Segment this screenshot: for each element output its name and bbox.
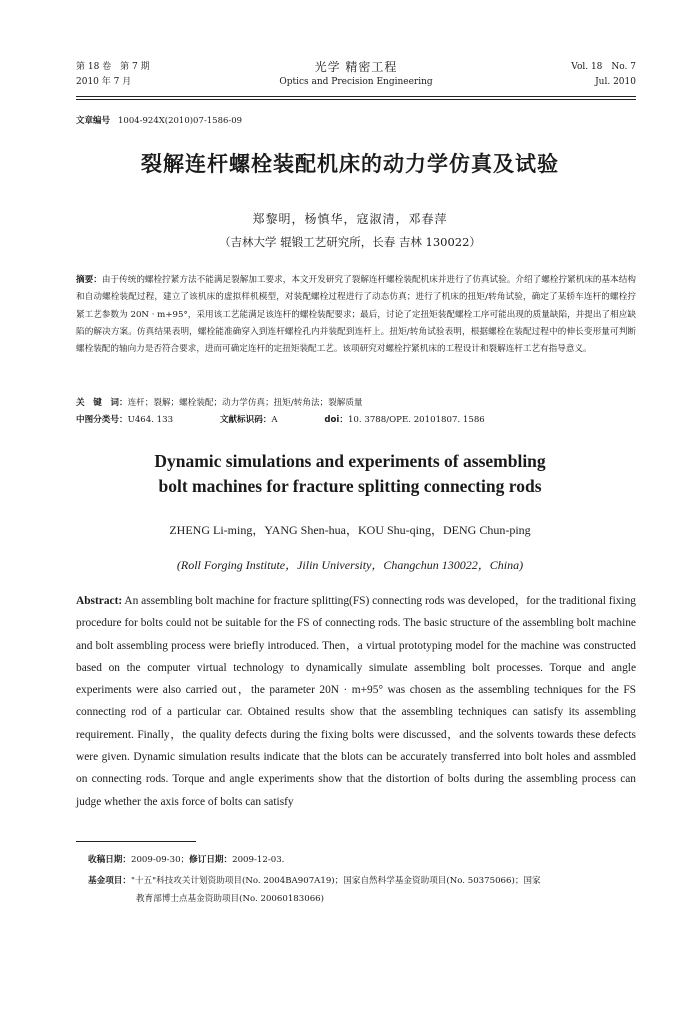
clc-number bbox=[76, 415, 195, 425]
header-date-cn: 2010 年 7 月 bbox=[76, 77, 132, 87]
doc-code-label: 文献标识码： bbox=[219, 415, 272, 425]
header-vol-en bbox=[571, 60, 636, 90]
article-number-value: 1004-924X(2010)07-1586-09 bbox=[118, 116, 243, 126]
funding-line2: 教育部博士点基金资助项目(No. 20060183066) bbox=[136, 894, 324, 904]
abstract-en-label: Abstract: bbox=[76, 595, 123, 607]
clc-value: U464. 133 bbox=[127, 415, 174, 425]
authors-en: ZHENG Li-ming，YANG Shen-hua，KOU Shu-qing，DENG Chun-ping bbox=[169, 523, 531, 537]
keywords-cn-label: 关 键 词： bbox=[76, 398, 128, 408]
header-journal-name bbox=[76, 60, 636, 90]
revised-label: 修订日期： bbox=[189, 855, 233, 865]
footnote-funding bbox=[88, 872, 638, 908]
funding-line1: "十五"科技攻关计划资助项目(No. 2004BA907A19)；国家自然科学基金资助项目(No. 50375066)；国家 bbox=[130, 876, 541, 886]
funding-label: 基金项目： bbox=[88, 876, 131, 886]
journal-name-cn: 光学 精密工程 bbox=[314, 60, 398, 74]
affiliation-cn: （吉林大学 辊锻工艺研究所，长春 吉林 130022） bbox=[219, 235, 481, 249]
abstract-en-text: An assembling bolt machine for fracture splitting(FS) connecting rods was developed，for the traditional fixing procedure for bolts could not be suitable for the FS of connecting rods. The basic structure of the assembling bolt machine and bolt assembling process were briefly introduced. Then，a virtual prototyping model for the machine was constructed based on the computer virtual technology to dynamically simulate assembling bolt processes. Torque and angle experiments were also carried out，the parameter 20N · m+95° was chosen as the assembling techniques for the FS connecting rod of a particular car. Obtained results show that the assembling techniques can satisfy its assembling requirement. Finally，the quality defects during the fixing bolts were discussed，and the solvents towards these defects were given. Dynamic simulation results indicate that the blots can be accurately transferred into bolt holes and assmbled on connecting rods. Torque and angle experiments show that the distortion of bolts during the assembling process can judge whether the axis force of bolts can satisfy bbox=[76, 595, 636, 808]
authors-cn: 郑黎明，杨慎华，寇淑清，邓春萍 bbox=[252, 212, 448, 226]
received-label: 收稿日期： bbox=[88, 855, 131, 865]
footnote-dates bbox=[88, 853, 284, 865]
clc-label: 中图分类号： bbox=[76, 415, 128, 425]
abstract-cn-text: 由于传统的螺栓拧紧方法不能满足裂解加工要求，本文开发研究了裂解连杆螺栓装配机床并进行了仿真试验。介绍了螺栓拧紧机床的基本结构和自动螺栓装配过程，建立了该机床的虚拟样机模型，对装配螺栓过程进行了动态仿真；进行了机床的扭矩/转角试验，确定了某轿车连杆的螺栓拧紧工艺参数为 20N · m+95°，采用该工艺能满足该连杆的螺栓装配要求；最后，讨论了定扭矩装配螺栓工序可能出现的质量缺陷，并提出了相应缺陷的解决方案。仿真结果表明，螺栓能准确穿入到连杆螺栓孔内并装配到连杆上。扭矩/转角试验表明，根据螺栓在装配过程中的伸长变形量可判断螺栓装配的轴向力是否符合要求，进而可确定连杆的定扭矩装配工艺。该项研究对螺栓拧紧机床的工程设计和裂解连杆工艺有指导意义。 bbox=[76, 275, 636, 355]
document-code bbox=[220, 415, 300, 425]
classification-line bbox=[76, 413, 636, 425]
running-header bbox=[76, 60, 636, 96]
abstract-cn-label: 摘要： bbox=[76, 275, 102, 285]
paper-title-en-line2: bolt machines for fracture splitting connecting rods bbox=[158, 476, 542, 496]
revised-value: 2009-12-03. bbox=[232, 855, 285, 865]
article-number bbox=[76, 114, 242, 126]
header-rule-thin bbox=[76, 99, 636, 100]
doi bbox=[324, 415, 506, 425]
header-vol-no: Vol. 18 No. 7 bbox=[571, 62, 636, 72]
footnote-rule bbox=[76, 841, 196, 842]
keywords-cn bbox=[76, 396, 636, 408]
doc-code-value: A bbox=[271, 415, 278, 425]
header-date-en: Jul. 2010 bbox=[595, 77, 636, 87]
paper-title-en bbox=[0, 449, 700, 499]
keywords-cn-text: 连杆；裂解；螺栓装配；动力学仿真；扭矩/转角法；裂解质量 bbox=[127, 398, 363, 408]
received-value: 2009-09-30； bbox=[130, 855, 190, 865]
abstract-en bbox=[76, 590, 636, 813]
affiliation-en: (Roll Forging Institute，Jilin University，Changchun 130022，China) bbox=[176, 558, 524, 572]
paper-title-en-line1: Dynamic simulations and experiments of assembling bbox=[154, 451, 546, 471]
article-number-label: 文章编号 bbox=[76, 116, 111, 126]
journal-name-en: Optics and Precision Engineering bbox=[279, 77, 433, 87]
paper-title-cn: 裂解连杆螺栓装配机床的动力学仿真及试验 bbox=[141, 152, 559, 176]
doi-value: 10. 3788/OPE. 20101807. 1586 bbox=[347, 415, 485, 425]
abstract-cn bbox=[76, 272, 636, 358]
doi-label: doi： bbox=[324, 415, 348, 425]
header-volume: 第 18 卷 第 7 期 bbox=[76, 62, 150, 72]
header-rule-thick bbox=[76, 96, 636, 97]
